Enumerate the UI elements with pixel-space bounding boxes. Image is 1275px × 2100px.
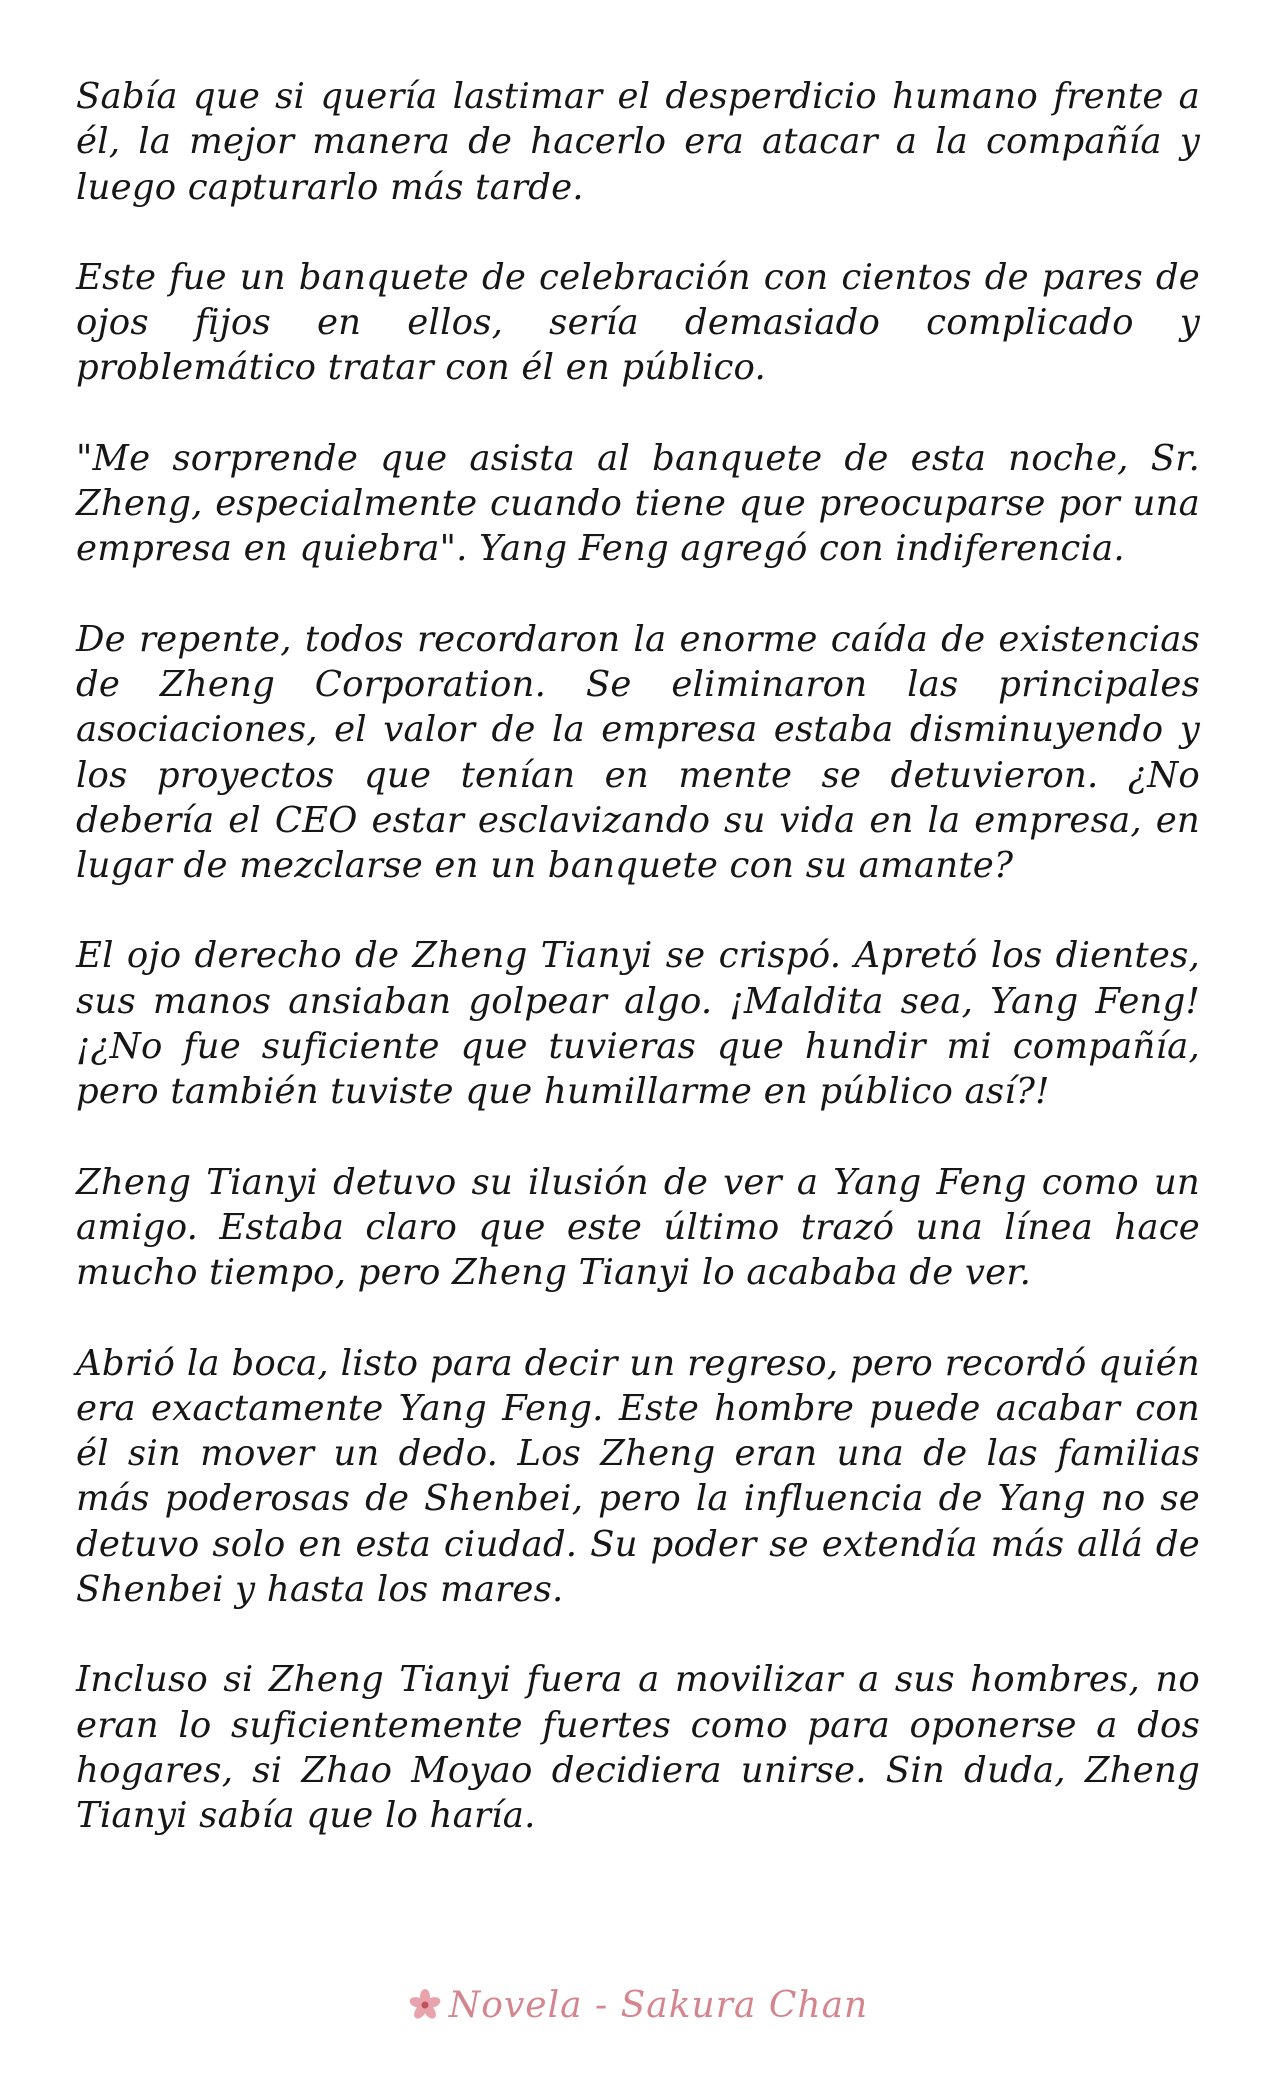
paragraph-7: Abrió la boca, listo para decir un regreso, pero recordó quién era exactamente Yang Feng. Este hombre puede acabar con él sin mover un dedo. Los Zheng eran una de las familias más poderosas de Shenbei, pero la influencia de Yang no se detuvo solo en esta ciudad. Su poder se extendía más allá de Shenbei y hasta los mares. [76, 1342, 1200, 1611]
paragraph-8: Incluso si Zheng Tianyi fuera a movilizar a sus hombres, no eran lo suficientemente fuertes como para oponerse a dos hogares, si Zhao Moyao decidiera unirse. Sin duda, Zheng Tianyi sabía que lo haría. [76, 1659, 1200, 1837]
story-text [76, 74, 1200, 1884]
paragraph-4: De repente, todos recordaron la enorme caída de existencias de Zheng Corporation. Se eliminaron las principales asociaciones, el valor de la empresa estaba disminuyendo y los proyectos que tenían en mente se detuvieron. ¿No debería el CEO estar esclavizando su vida en la empresa, en lugar de mezclarse en un banquete con su amante? [76, 618, 1200, 887]
paragraph-3: "Me sorprende que asista al banquete de esta noche, Sr. Zheng, especialmente cuando tiene que preocuparse por una empresa en quiebra". Yang Feng agregó con indiferencia. [76, 437, 1200, 570]
paragraph-2: Este fue un banquete de celebración con cientos de pares de ojos fijos en ellos, sería demasiado complicado y problemático tratar con él en público. [76, 256, 1200, 389]
paragraph-5: El ojo derecho de Zheng Tianyi se crispó. Apretó los dientes, sus manos ansiaban golpear algo. ¡Maldita sea, Yang Feng! ¡¿No fue suficiente que tuvieras que hundir mi compañía, pero también tuviste que humillarme en público así?! [76, 935, 1200, 1113]
paragraph-1: Sabía que si quería lastimar el desperdicio humano frente a él, la mejor manera de hacerlo era atacar a la compañía y luego capturarlo más tarde. [76, 76, 1200, 208]
watermark-text: Novela - Sakura Chan [448, 1984, 869, 2026]
sakura-flower-icon [407, 1987, 443, 2023]
paragraph-6: Zheng Tianyi detuvo su ilusión de ver a Yang Feng como un amigo. Estaba claro que este último trazó una línea hace mucho tiempo, pero Zheng Tianyi lo acababa de ver. [76, 1161, 1200, 1294]
watermark [0, 1980, 1275, 2030]
